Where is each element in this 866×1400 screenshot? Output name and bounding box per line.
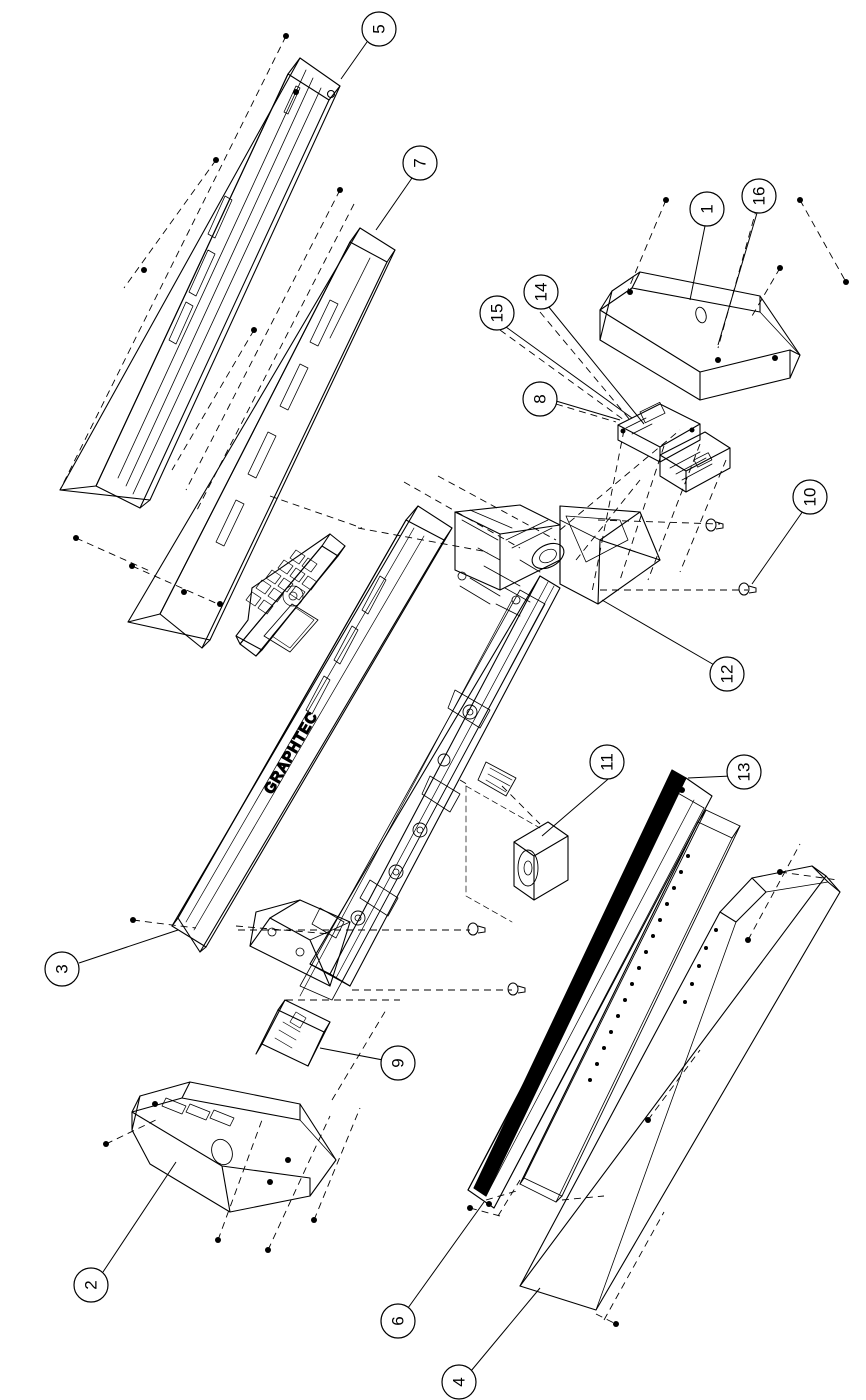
callout-12[interactable] [710,657,744,691]
callout-label: 11 [597,753,617,771]
callout-label: 15 [487,303,507,323]
callout-label: 7 [410,158,430,168]
callout-leaders [79,42,803,1371]
callout-5[interactable] [362,12,396,46]
callout-11[interactable] [590,745,624,779]
part-7-rear-inner-panel [128,228,395,648]
screw-a [706,519,723,531]
screw-c [508,983,525,995]
callout-label: 1 [697,204,717,214]
callout-label: 6 [388,1316,408,1326]
callout-15[interactable] [480,296,514,330]
lcd-screen [264,604,318,652]
callout-14[interactable] [524,275,558,309]
callout-1[interactable] [690,192,724,226]
callout-label: 5 [369,24,389,34]
part-15-control-board [618,402,700,462]
part-3-left-rear-cover [172,506,452,952]
callout-8[interactable] [523,382,557,416]
callout-13[interactable] [727,755,761,789]
callout-label: 13 [734,762,754,782]
callout-3[interactable] [45,952,79,986]
callout-label: 9 [388,1058,408,1068]
screw-b [468,923,485,935]
callout-label: 8 [530,394,550,404]
callout-label: 3 [52,964,72,974]
callout-label: 10 [800,487,820,507]
part-2-left-side-cover [132,1082,336,1212]
callout-label: 14 [531,282,551,302]
callout-label: 12 [717,664,737,684]
part-11-cooling-fan [466,786,568,922]
part-1-right-side-cover [600,272,800,400]
callout-16[interactable] [742,179,776,213]
callout-6[interactable] [381,1304,415,1338]
callout-group [45,12,827,1399]
operation-panel [236,534,345,656]
part-9-media-sensor-unit [256,1000,330,1066]
callout-7[interactable] [403,146,437,180]
brand-text: GRAPHTEC [260,708,322,797]
callout-9[interactable] [381,1046,415,1080]
callout-label: 2 [81,1280,101,1290]
part-6-cutting-strip [474,770,686,1196]
screw-10 [739,583,756,595]
callout-label: 16 [749,186,769,206]
callout-2[interactable] [74,1268,108,1302]
callout-4[interactable] [442,1365,476,1399]
callout-10[interactable] [793,480,827,514]
callout-label: 4 [449,1377,469,1387]
part-5-upper-rear-cover-rail [60,58,340,508]
part-4-front-bottom-cover [520,866,840,1310]
